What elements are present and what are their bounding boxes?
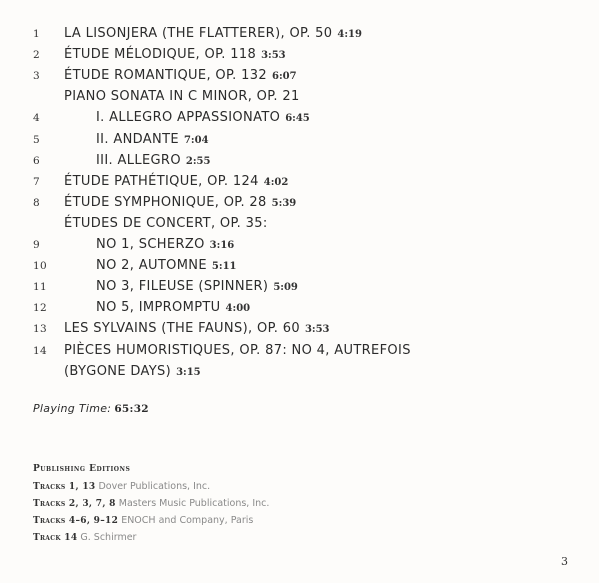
track-duration: 2:55 <box>185 155 211 167</box>
edition-tracks: Tracks 4–6, 9–12 <box>33 516 119 526</box>
track-title-text: LES SYLVAINS (THE FAUNS), OP. 60 <box>64 321 300 337</box>
track-row <box>0 340 599 362</box>
track-title-text: II. ANDANTE <box>96 131 179 147</box>
edition-row <box>33 529 269 546</box>
track-duration: 5:09 <box>273 282 298 294</box>
track-row <box>0 318 599 340</box>
track-duration: 3:53 <box>261 50 286 62</box>
track-title-text: ÉTUDES DE CONCERT, OP. 35: <box>64 215 268 231</box>
track-number: 3 <box>33 70 41 83</box>
track-number: 9 <box>33 239 41 251</box>
track-row <box>0 150 599 172</box>
track-title <box>96 129 209 152</box>
track-title <box>64 318 330 341</box>
edition-tracks: Tracks 2, 3, 7, 8 <box>33 499 116 509</box>
track-title <box>64 23 362 46</box>
track-duration: 7:04 <box>183 134 209 146</box>
edition-publisher: G. Schirmer <box>80 532 137 543</box>
track-number: 12 <box>33 302 48 315</box>
track-row <box>0 213 599 235</box>
track-title <box>64 361 201 384</box>
track-row <box>0 276 599 298</box>
track-duration: 5:39 <box>271 197 297 209</box>
track-title-text: PIÈCES HUMORISTIQUES, OP. 87: NO 4, AUTREFOIS <box>64 342 411 358</box>
track-row <box>0 361 599 383</box>
track-title <box>64 340 411 362</box>
track-title-text: NO 2, AUTOMNE <box>96 258 207 274</box>
track-title-text: ÉTUDE ROMANTIQUE, OP. 132 <box>64 68 268 84</box>
publishing-editions-heading: Publishing Editions <box>33 464 131 474</box>
track-number: 2 <box>33 49 41 62</box>
track-duration: 4:00 <box>225 303 251 315</box>
track-title <box>64 44 286 67</box>
edition-row <box>33 512 269 529</box>
page-number: 3 <box>561 555 568 568</box>
track-duration: 4:19 <box>337 29 362 40</box>
track-title-text: III. ALLEGRO <box>96 152 181 168</box>
playing-time-value: 65:32 <box>114 403 149 415</box>
track-row <box>0 297 599 319</box>
track-title-text: PIANO SONATA IN C MINOR, OP. 21 <box>64 89 300 105</box>
track-duration: 5:11 <box>211 261 237 273</box>
track-number: 7 <box>33 175 41 188</box>
publishing-editions <box>33 461 269 546</box>
track-title <box>96 255 237 278</box>
track-title-text: LA LISONJERA (THE FLATTERER), OP. 50 <box>64 26 333 41</box>
track-number: 1 <box>33 28 41 40</box>
track-title-text: I. ALLEGRO APPASSIONATO <box>96 110 281 126</box>
track-title <box>64 86 300 108</box>
track-row <box>0 23 599 45</box>
track-title <box>96 234 234 257</box>
playing-time <box>33 402 149 415</box>
edition-publisher: Dover Publications, Inc. <box>98 481 211 492</box>
edition-tracks: Tracks 1, 13 <box>33 482 96 492</box>
track-title-text: NO 3, FILEUSE (SPINNER) <box>96 279 269 295</box>
publishing-editions-list <box>33 478 269 546</box>
edition-row <box>33 495 269 512</box>
track-number: 14 <box>33 344 48 357</box>
track-title <box>96 107 310 130</box>
track-row <box>0 129 599 151</box>
track-number: 11 <box>33 281 48 294</box>
playing-time-label: Playing Time: <box>33 402 112 415</box>
track-duration: 6:45 <box>285 113 310 125</box>
track-title <box>64 171 288 194</box>
track-row <box>0 171 599 193</box>
track-title <box>96 276 298 299</box>
track-title <box>96 150 210 173</box>
track-duration: 6:07 <box>272 71 297 83</box>
track-number: 10 <box>33 260 48 273</box>
track-title <box>64 65 297 88</box>
track-number: 8 <box>33 196 41 209</box>
track-title-text: NO 5, IMPROMPTU <box>96 300 221 316</box>
track-row <box>0 234 599 256</box>
track-number: 13 <box>33 323 48 336</box>
track-row <box>0 192 599 214</box>
edition-tracks: Track 14 <box>33 533 78 543</box>
track-title-text: ÉTUDE MÉLODIQUE, OP. 118 <box>64 47 257 63</box>
track-title-text: ÉTUDE PATHÉTIQUE, OP. 124 <box>64 173 259 189</box>
track-title-text: (BYGONE DAYS) <box>64 363 172 379</box>
edition-publisher: ENOCH and Company, Paris <box>121 515 254 526</box>
track-title-text: NO 1, SCHERZO <box>96 237 205 252</box>
track-row <box>0 255 599 277</box>
track-row <box>0 65 599 87</box>
track-number: 6 <box>33 154 41 167</box>
track-row <box>0 107 599 129</box>
track-title <box>64 192 296 215</box>
track-number: 4 <box>33 112 41 125</box>
track-number: 5 <box>33 133 41 146</box>
track-duration: 4:02 <box>263 176 289 188</box>
track-duration: 3:15 <box>176 366 201 378</box>
track-duration: 3:16 <box>209 240 235 251</box>
edition-publisher: Masters Music Publications, Inc. <box>118 498 270 509</box>
track-title <box>64 213 268 235</box>
track-title-text: ÉTUDE SYMPHONIQUE, OP. 28 <box>64 194 267 210</box>
edition-row <box>33 478 269 495</box>
track-row <box>0 44 599 66</box>
track-title <box>96 297 250 320</box>
track-row <box>0 86 599 108</box>
track-duration: 3:53 <box>304 324 330 336</box>
